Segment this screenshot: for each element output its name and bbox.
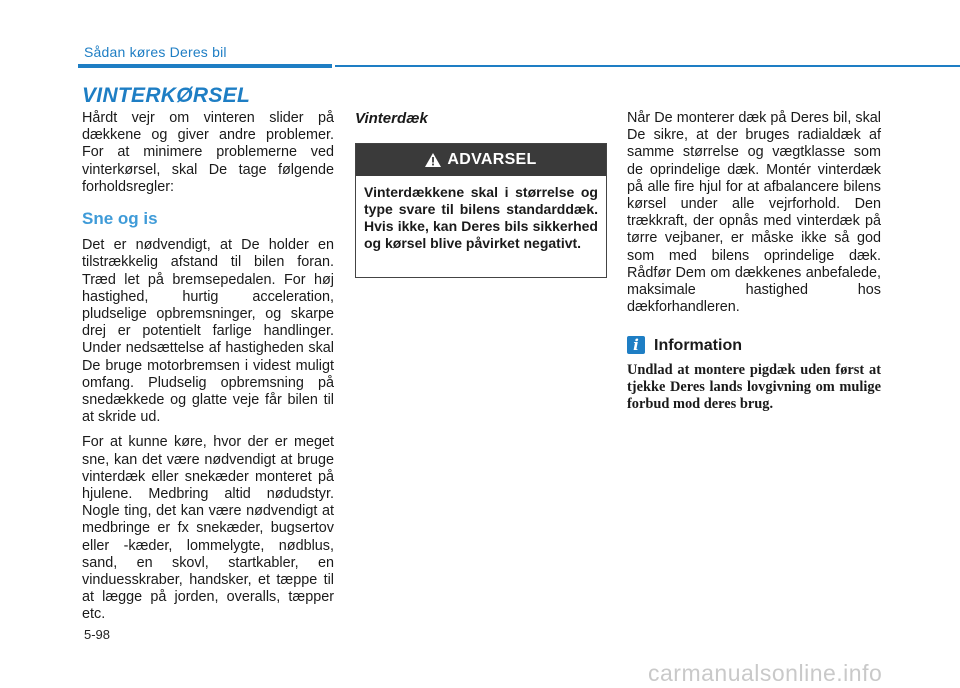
header-rule-thin [335, 65, 960, 67]
information-heading [627, 336, 881, 354]
watermark: carmanualsonline.info [648, 660, 883, 686]
section-title: VINTERKØRSEL [82, 84, 251, 107]
column-left [82, 110, 334, 632]
information-text: Undlad at montere pigdæk uden først at tjekke Deres lands lovgivning om mulige forbud mod deres brug. [627, 362, 881, 413]
column-right [627, 110, 881, 413]
page-number: 5-98 [84, 627, 111, 642]
subheading-snow-ice: Sne og is [82, 209, 158, 229]
warning-label: ADVARSEL [447, 151, 537, 168]
warning-text: Vinterdækkene skal i størrelse og type svare til bilens standarddæk. Hvis ikke, kan Deres bils sikkerhed og kørsel blive påvirket negativt. [364, 184, 598, 251]
snow-paragraph-1: Det er nødvendigt, at De holder en tilstrækkelig afstand til bilen foran. Træd let på bremsepedalen. For høj hastighed, hurtig acceleration, pludselige opbremsninger, og skarpe drej er potentielt farlige handlinger. Under nedsættelse af hastigheden skal De bruge motorbremsen i videst muligt omfang. Pludselig opbremsning på snedækkede og glatte veje får bilen til at skride ud. [82, 237, 334, 426]
intro-paragraph: Hårdt vejr om vinteren slider på dækkene og giver andre problemer. For at minimere problemerne ved vinterkørsel, skal De tage følgende forholdsregler: [82, 110, 334, 195]
warning-header [356, 144, 606, 176]
tire-paragraph: Når De monterer dæk på Deres bil, skal De sikre, at der bruges radialdæk af samme størrelse og vægtklasse som de oprindelige dæk. Montér vinterdæk på alle fire hjul for at afbalancere bilens kørsel under alle vejrforhold. Den trækkraft, der opnås med vinterdæk på tørre vejbaner, er måske ikke så god som med bilens oprindelige dæk. Rådfør Dem om dækkenes anbefalede, maksimale hastighed hos dækforhandleren. [627, 110, 881, 316]
information-title: Information [654, 336, 742, 354]
info-icon: i [627, 336, 645, 354]
warning-triangle-icon [425, 153, 441, 167]
warning-box [355, 143, 607, 278]
winter-tires-heading: Vinterdæk [355, 110, 428, 127]
header-rule-thick [78, 64, 332, 68]
snow-paragraph-2: For at kunne køre, hvor der er meget sne, kan det være nødvendigt at bruge vinterdæk eller snekæder monteret på hjulene. Medbring altid nødudstyr. Nogle ting, det kan være nødvendigt at medbringe er fx snekæder, bugsertov eller -kæder, lommelygte, nødblus, sand, en skovl, startkabler, en vinduesskraber, handsker, et tæppe til at lægge på jorden, overalls, tæpper etc. [82, 434, 334, 623]
header-title: Sådan køres Deres bil [84, 44, 227, 60]
